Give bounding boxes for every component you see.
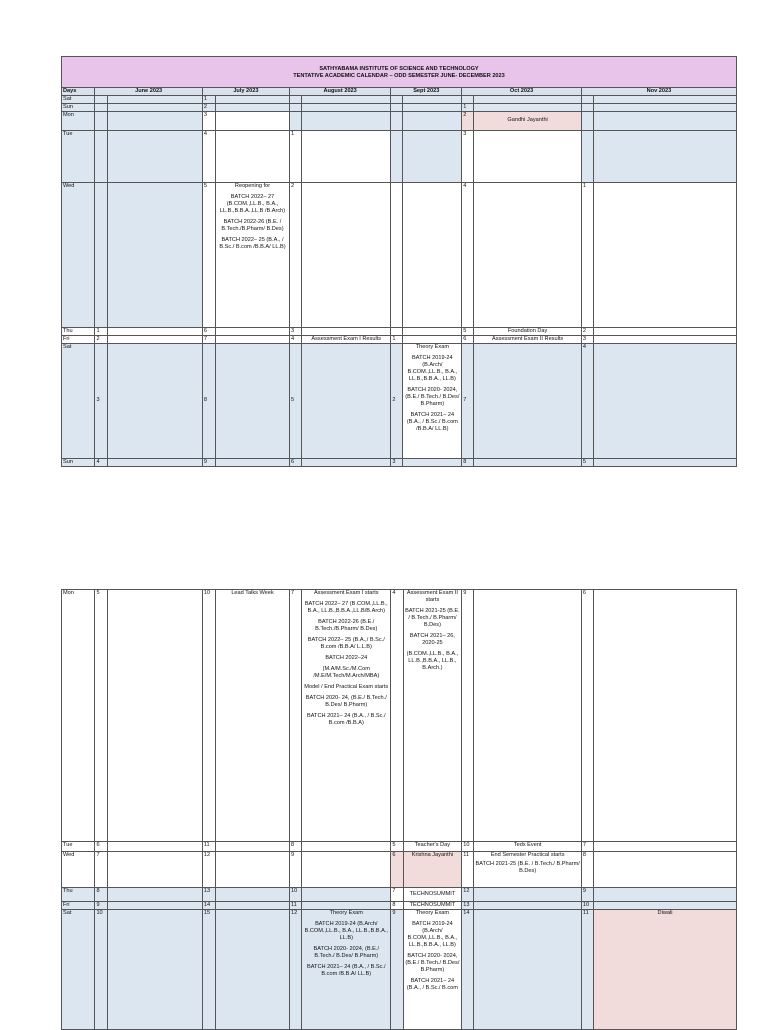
date-number: 6: [289, 458, 301, 466]
date-number: 2: [289, 182, 301, 327]
date-number: 9: [202, 458, 215, 466]
date-number: 8: [290, 842, 302, 852]
date-number: 8: [95, 888, 107, 902]
event-foundation-day: Foundation Day: [474, 327, 581, 335]
date-number: 1: [289, 130, 301, 182]
date-number: 3: [202, 111, 215, 130]
col-august: August 2023: [289, 88, 390, 96]
date-number: 4: [462, 182, 474, 327]
date-number: 7: [95, 852, 107, 888]
date-number: 7: [290, 590, 302, 842]
event-krishna-jayanthi: Krishna Jayanthi: [403, 852, 462, 888]
date-number: 8: [581, 852, 593, 888]
calendar-row: [62, 182, 737, 327]
date-number: 4: [391, 590, 403, 842]
month-header-row: [62, 88, 737, 96]
date-number: 6: [581, 590, 593, 842]
date-number: 6: [391, 852, 403, 888]
calendar-subtitle: TENTATIVE ACADEMIC CALENDAR – ODD SEMESTER JUNE- DECEMBER 2023: [293, 73, 505, 79]
day-label: Sat: [62, 95, 95, 103]
day-label: Mon: [62, 111, 95, 130]
date-number: 11: [290, 902, 302, 910]
event-gandhi-jayanthi: Gandhi Jayanthi: [474, 111, 581, 130]
date-number: 13: [202, 888, 215, 902]
calendar-table-1: [61, 56, 737, 467]
date-number: 7: [462, 343, 474, 458]
event-reopening: Reopening for BATCH 2022– 27 (B.COM.,LL.B., B.A., LL.B.,B.B.A.,LL.B /B.Arch) BATCH 2022-26 (B.E. / B.Tech./B.Pharm/ B.Des) BATCH 2022– 25 (B.A., / B.Sc./ B.com /B.B.A/ LL.B): [216, 182, 290, 327]
col-june: June 2023: [95, 88, 202, 96]
day-label: Mon: [62, 590, 95, 842]
date-number: 1: [581, 182, 593, 327]
date-number: 5: [202, 182, 215, 327]
date-number: 1: [95, 327, 107, 335]
event-assessment-exam-1: Assessment Exam I starts BATCH 2022– 27 (B.COM.,LL.B., B.A., LL.B.,B.B.A.,LL.B/B.Arch) BATCH 2022-26 (B.E./ B.Tech./B.Pharm/ B.Des) BATCH 2022– 25 (B.A.,/ B.Sc./ B.com /B.B.A/ L.L.B) BATCH 2022–24 (M.A/M.Sc./M.Com /M.E/M.Tech/M.Arch/MBA) Model / End Practical Exam starts BATCH 2020- 24, (B.E./ B.Tech./ B.Des/ B.Pharm) BATCH 2021– 24 (B.A., / B.Sc./ B.com /B.B.A): [302, 590, 391, 842]
date-number: 8: [462, 458, 474, 466]
event-assessment-exam-2: Assessment Exam II starts BATCH 2021-25 (B.E. / B.Tech./ B.Pharm/ B.Des) BATCH 2021– 26, 2020-25 (B.COM.,LL.B., B.A., LL.B.,B.B.A., LL.B., B.Arch.): [403, 590, 462, 842]
date-number: 4: [289, 335, 301, 343]
date-number: 5: [462, 327, 474, 335]
date-number: 10: [290, 888, 302, 902]
date-number: 10: [462, 842, 474, 852]
calendar-sheet-2: [61, 589, 737, 1030]
calendar-row: [62, 130, 737, 182]
day-label: Sat: [62, 343, 95, 458]
day-label: Thu: [62, 327, 95, 335]
date-number: 5: [289, 343, 301, 458]
date-number: 4: [581, 343, 593, 458]
date-number: 12: [462, 888, 474, 902]
date-number: 8: [391, 902, 403, 910]
event-teachers-day: Teacher's Day: [403, 842, 462, 852]
date-number: 3: [95, 343, 107, 458]
event-assessment-1-results: Assessment Exam I Results: [302, 335, 391, 343]
calendar-row: [62, 95, 737, 103]
date-number: 13: [462, 902, 474, 910]
date-number: 5: [95, 590, 107, 842]
calendar-row: [62, 590, 737, 842]
day-label: Wed: [62, 852, 95, 888]
date-number: 14: [462, 910, 474, 1030]
col-nov: Nov 2023: [581, 88, 736, 96]
date-number: 11: [581, 910, 593, 1030]
date-number: 6: [462, 335, 474, 343]
day-label: Thu: [62, 888, 95, 902]
date-number: 3: [462, 130, 474, 182]
date-number: 1: [391, 335, 403, 343]
day-label: Tue: [62, 842, 95, 852]
date-number: 10: [581, 902, 593, 910]
date-number: 10: [95, 910, 107, 1030]
day-label: Sat: [62, 910, 95, 1030]
col-sept: Sept 2023: [391, 88, 462, 96]
date-number: 2: [462, 111, 474, 130]
calendar-row: [62, 842, 737, 852]
date-number: 2: [391, 343, 403, 458]
calendar-row: [62, 458, 737, 466]
date-number: 3: [581, 335, 593, 343]
day-label: Wed: [62, 182, 95, 327]
date-number: 10: [202, 590, 215, 842]
calendar-sheet-1: [61, 56, 737, 467]
event-assessment-2-results: Assessment Exam II Results: [474, 335, 581, 343]
day-label: Fri: [62, 902, 95, 910]
date-number: 7: [581, 842, 593, 852]
day-label: Sun: [62, 458, 95, 466]
date-number: 2: [581, 327, 593, 335]
date-number: 9: [462, 590, 474, 842]
event-diwali: Diwali: [594, 910, 737, 1030]
col-oct: Oct 2023: [462, 88, 582, 96]
date-number: 4: [95, 458, 107, 466]
date-number: 2: [202, 103, 215, 111]
calendar-row: [62, 910, 737, 1030]
date-number: 9: [95, 902, 107, 910]
date-number: 3: [289, 327, 301, 335]
calendar-row: [62, 343, 737, 458]
event-theory-exam: Theory Exam BATCH 2019-24 (B.Arch/ B.COM.,LL.B., B.A., LL.B.,B.B.A., LL.B) BATCH 2020- 2024, (B.E./ B.Tech./ B.Des/ B.Pharm) BATCH 2021– 24 (B.A., / B.Sc./ B.com: [403, 910, 462, 1030]
calendar-table-2: [61, 589, 737, 1030]
date-number: 4: [202, 130, 215, 182]
date-number: 7: [202, 335, 215, 343]
date-number: 15: [202, 910, 215, 1030]
date-number: 12: [290, 910, 302, 1030]
date-number: 6: [202, 327, 215, 335]
date-number: 5: [581, 458, 593, 466]
calendar-row: [62, 335, 737, 343]
event-tedx: Tedx Event: [474, 842, 581, 852]
date-number: 2: [95, 335, 107, 343]
date-number: 5: [391, 842, 403, 852]
event-theory-exam: Theory Exam BATCH 2019-24 (B.Arch/ B.COM.,LL.B., B.A., LL.B.,B.B.A., LL.B) BATCH 2020- 2024, (B.E./ B.Tech./ B.Des/ B.Pharm) BATCH 2021– 24 (B.A., / B.Sc./ B.com /B.B.A/ LL.B): [403, 343, 462, 458]
date-number: 6: [95, 842, 107, 852]
date-number: 9: [581, 888, 593, 902]
institute-name: SATHYABAMA INSTITUTE OF SCIENCE AND TECHNOLOGY: [319, 65, 479, 72]
event-lead-talks-week: Lead Talks Week: [216, 590, 290, 842]
date-number: 12: [202, 852, 215, 888]
calendar-row: [62, 902, 737, 910]
day-label: Sun: [62, 103, 95, 111]
date-number: 7: [391, 888, 403, 902]
col-july: July 2023: [202, 88, 289, 96]
date-number: 3: [391, 458, 403, 466]
event-end-semester-practical: End Semester Practical starts BATCH 2021-25 (B.E. / B.Tech./ B.Pharm/ B.Des): [474, 852, 581, 888]
day-label: Fri: [62, 335, 95, 343]
calendar-row: [62, 852, 737, 888]
day-label: Tue: [62, 130, 95, 182]
date-number: 1: [462, 103, 474, 111]
calendar-row: [62, 888, 737, 902]
calendar-row: [62, 111, 737, 130]
date-number: 9: [290, 852, 302, 888]
event-technosummit: TECHNOSUMMIT: [403, 902, 462, 910]
calendar-row: [62, 327, 737, 335]
date-number: 11: [462, 852, 474, 888]
date-number: 11: [202, 842, 215, 852]
date-number: 8: [202, 343, 215, 458]
date-number: 14: [202, 902, 215, 910]
date-number: 1: [202, 95, 215, 103]
date-number: 9: [391, 910, 403, 1030]
event-theory-exam: Theory Exam BATCH 2019-24 (B.Arch/ B.COM.,LL.B., B.A., LL.B.,B.B.A., LL.B) BATCH 2020- 2024, (B.E./ B.Tech./ B.Des/ B.Pharm) BATCH 2021– 24 (B.A., / B.Sc./ B.com /B.B.A/ LL.B): [302, 910, 391, 1030]
col-days: Days: [62, 88, 95, 96]
calendar-title: [62, 57, 737, 88]
calendar-row: [62, 103, 737, 111]
event-technosummit: TECHNOSUMMIT: [403, 888, 462, 902]
